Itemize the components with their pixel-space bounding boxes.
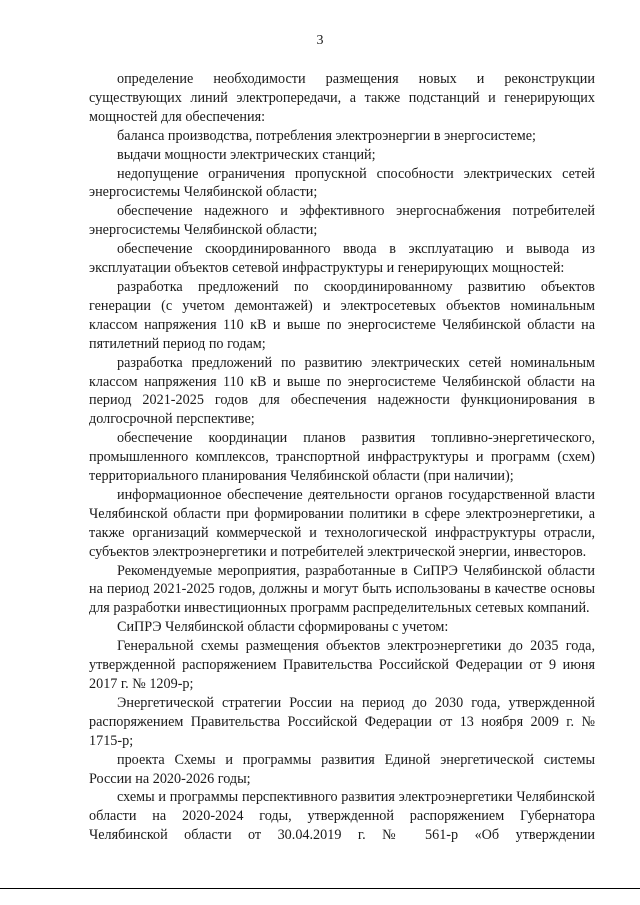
paragraph: Энергетической стратегии России на период до 2030 года, утвержденной распоряжением Правительства Российской Федерации от 13 ноября 2009 г. № 1715-р; <box>89 694 595 749</box>
paragraph: обеспечение координации планов развития топливно-энергетического, промышленного комплексов, транспортной инфраструктуры и программ (схем) территориального планирования Челябинской области (при наличии); <box>89 430 595 485</box>
paragraph: схемы и программы перспективного развития электроэнергетики Челябинской области на 2020-2024 годы, утвержденной распоряжением Губернатора Челябинской области от 30.04.2019 г. № 561-р «Об утверждении <box>89 789 595 844</box>
paragraph: проекта Схемы и программы развития Единой энергетической системы России на 2020-2026 годы; <box>89 751 595 787</box>
paragraph: обеспечение скоординированного ввода в эксплуатацию и вывода из эксплуатации объектов сетевой инфраструктуры и генерирующих мощностей: <box>89 241 595 277</box>
paragraph: Генеральной схемы размещения объектов электроэнергетики до 2035 года, утвержденной распоряжением Правительства Российской Федерации от 9 июня 2017 г. № 1209-р; <box>89 638 595 692</box>
paragraph: недопущение ограничения пропускной способности электрических сетей энергосистемы Челябинской области; <box>89 165 595 201</box>
paragraph: СиПРЭ Челябинской области сформированы с учетом: <box>117 619 449 636</box>
paragraph: определение необходимости размещения новых и реконструкции существующих линий электропередачи, а также подстанций и генерирующих мощностей для обеспечения: <box>89 71 595 125</box>
document-body <box>89 70 595 845</box>
paragraph: выдачи мощности электрических станций; <box>117 146 376 163</box>
paragraph: баланса производства, потребления электроэнергии в энергосистеме; <box>117 127 536 144</box>
page-number: 3 <box>316 33 324 48</box>
page-bottom-rule <box>0 888 640 889</box>
paragraph: Рекомендуемые мероприятия, разработанные в СиПРЭ Челябинской области на период 2021-2025 годов, должны и могут быть использованы в качестве основы для разработки инвестиционных программ распределительных сетевых компаний. <box>89 562 595 617</box>
paragraph: информационное обеспечение деятельности органов государственной власти Челябинской области при формировании политики в сфере электроэнергетики, а также организаций коммерческой и технологической инфраструктуры отрасли, субъектов электроэнергетики и потребителей электрической энергии, инвесторов. <box>89 486 595 560</box>
paragraph: разработка предложений по развитию электрических сетей номинальным классом напряжения 110 кВ и выше по энергосистеме Челябинской области на период 2021-2025 годов для обеспечения надежности функционирования в долгосрочной перспективе; <box>89 354 595 428</box>
paragraph: обеспечение надежного и эффективного энергоснабжения потребителей энергосистемы Челябинской области; <box>89 203 595 239</box>
paragraph: разработка предложений по скоординированному развитию объектов генерации (с учетом демонтажей) и электросетевых объектов номинальным классом напряжения 110 кВ и выше по энергосистеме Челябинской области на пятилетний период по годам; <box>89 278 595 352</box>
